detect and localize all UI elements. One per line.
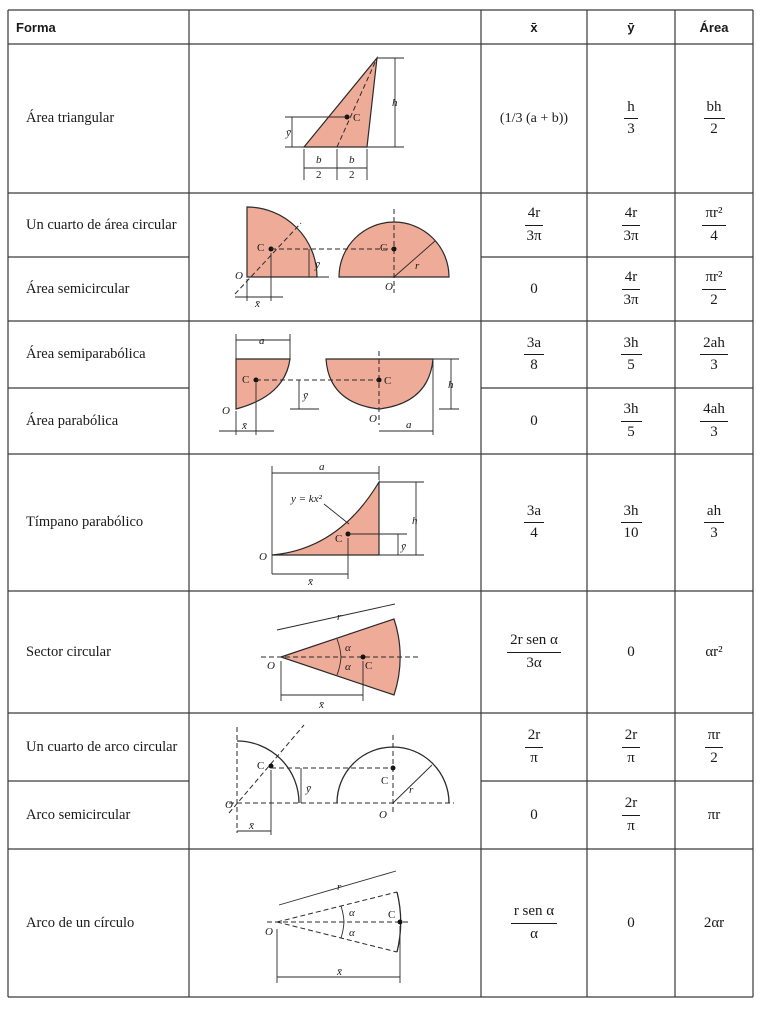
svg-text:O: O <box>385 281 393 293</box>
svg-text:C: C <box>365 660 373 672</box>
value-semicircle-y: $\frac{4r}{3\pi}$ <box>623 269 639 308</box>
value-quarter-circle-area: $\frac{\text{πr²}}{4}$ <box>675 193 753 257</box>
header-figure <box>189 10 481 44</box>
svg-text:O: O <box>225 799 233 811</box>
value-arc-area: 2αr <box>703 914 725 931</box>
value-triangle-area: $\frac{bh}{2}$ <box>675 44 753 193</box>
svg-text:x̄: x̄ <box>319 699 324 711</box>
value-sector-area: αr² <box>705 643 723 660</box>
svg-text:C: C <box>380 242 388 254</box>
value-arc-x: $\frac{\text{r sen α}}{\alpha}$ <box>481 849 587 997</box>
value-arc-y: 0 <box>627 914 635 931</box>
value-sector-x: $\frac{\text{2r sen α}}{3\alpha}$ <box>481 591 587 713</box>
value-triangle-x: (1/3 (a + b)) <box>499 110 569 126</box>
svg-text:x̄: x̄ <box>308 576 313 588</box>
row-name-semicircle: Área semicircular <box>26 280 130 297</box>
svg-text:C: C <box>242 374 250 386</box>
row-name-parabolic: Área parabólica <box>26 412 119 429</box>
svg-text:O: O <box>379 809 387 821</box>
svg-text:r: r <box>409 784 414 796</box>
svg-text:b: b <box>316 154 322 166</box>
svg-text:C: C <box>257 242 265 254</box>
value-semicircle-area: $\frac{\text{πr²}}{2}$ <box>675 257 753 321</box>
figure-circular-sector <box>189 591 481 713</box>
value-quarter-circle-y: $\frac{4r}{3\pi}$ <box>623 205 639 244</box>
svg-text:2: 2 <box>349 169 355 181</box>
figure-quarter-and-semi-circle <box>189 193 481 321</box>
svg-text:x̄: x̄ <box>337 966 342 978</box>
value-parabolic-y: $\frac{3h}{5}$ <box>587 388 675 454</box>
svg-text:C: C <box>257 760 265 772</box>
svg-text:x̄: x̄ <box>255 298 260 310</box>
value-quarter-circle-x: $\frac{4r}{3\pi}$ <box>526 205 542 244</box>
value-semiparabolic-x: $\frac{3a}{8}$ <box>481 321 587 388</box>
svg-text:C: C <box>381 775 389 787</box>
svg-text:C: C <box>335 533 343 545</box>
value-quarter-arc-area: $\frac{\pi r}{2}$ <box>675 713 753 781</box>
svg-text:ȳ: ȳ <box>306 783 311 795</box>
svg-text:r: r <box>337 881 342 893</box>
row-name-semiparabolic: Área semiparabólica <box>26 346 146 362</box>
svg-text:2: 2 <box>316 169 322 181</box>
figure-quarter-and-semi-arc <box>189 713 481 849</box>
header-area: Área <box>699 19 729 35</box>
value-semicircle-x: 0 <box>530 280 538 297</box>
svg-text:C: C <box>388 909 396 921</box>
svg-text:α: α <box>349 907 355 919</box>
row-name-spandrel: Tímpano parabólico <box>26 514 144 530</box>
value-parabolic-x: 0 <box>530 412 538 429</box>
header-ybar: ȳ <box>627 19 635 35</box>
value-semicircular-arc-x: 0 <box>530 806 538 823</box>
figure-triangle <box>189 44 481 193</box>
row-name-sector: Sector circular <box>26 643 111 660</box>
svg-text:O: O <box>265 926 273 938</box>
value-spandrel-area: $\frac{ah}{3}$ <box>675 454 753 591</box>
svg-text:O: O <box>267 660 275 672</box>
value-quarter-arc-y: $\frac{2r}{\pi}$ <box>587 713 675 781</box>
value-quarter-arc-x: $\frac{2r}{\pi}$ <box>481 713 587 781</box>
header-shape: Forma <box>16 19 56 35</box>
svg-text:x̄: x̄ <box>249 820 254 832</box>
svg-text:C: C <box>384 375 392 387</box>
figure-parabolic-spandrel <box>189 454 481 591</box>
figure-semi-and-parabolic <box>189 321 481 454</box>
row-name-arc: Arco de un círculo <box>26 914 135 931</box>
value-triangle-y: $\frac{h}{3}$ <box>587 44 675 193</box>
svg-text:O: O <box>235 270 243 282</box>
svg-text:a: a <box>319 461 325 473</box>
row-name-triangle: Área triangular <box>26 110 115 126</box>
figure-circle-arc <box>189 849 481 997</box>
value-sector-y: 0 <box>627 643 635 660</box>
value-semicircular-arc-area: πr <box>707 806 721 823</box>
svg-text:a: a <box>406 419 412 431</box>
svg-text:r: r <box>337 611 342 623</box>
value-parabolic-area: $\frac{4ah}{3}$ <box>675 388 753 454</box>
svg-text:h: h <box>412 515 418 527</box>
svg-text:ȳ: ȳ <box>303 390 308 402</box>
svg-text:α: α <box>345 642 351 654</box>
row-name-quarter-arc: Un cuarto de arco circular <box>26 738 178 755</box>
value-semiparabolic-y: $\frac{3h}{5}$ <box>587 321 675 388</box>
row-name-semicircular-arc: Arco semicircular <box>26 806 131 823</box>
value-spandrel-y: $\frac{3h}{10}$ <box>587 454 675 591</box>
row-name-quarter-circle: Un cuarto de área circular <box>26 216 177 233</box>
svg-text:h: h <box>392 97 398 109</box>
svg-text:x̄: x̄ <box>242 420 247 432</box>
svg-text:O: O <box>222 405 230 417</box>
svg-text:y = kx²: y = kx² <box>291 493 322 505</box>
svg-text:a: a <box>259 335 265 347</box>
svg-text:ȳ: ȳ <box>401 541 406 553</box>
svg-text:C: C <box>353 112 361 124</box>
svg-text:ȳ: ȳ <box>286 127 291 139</box>
header-xbar: x̄ <box>530 19 538 35</box>
svg-text:b: b <box>349 154 355 166</box>
svg-text:O: O <box>259 551 267 563</box>
value-spandrel-x: $\frac{3a}{4}$ <box>481 454 587 591</box>
svg-text:O: O <box>369 413 377 425</box>
value-semiparabolic-area: $\frac{2ah}{3}$ <box>675 321 753 388</box>
value-semicircular-arc-y: $\frac{2r}{\pi}$ <box>587 781 675 849</box>
svg-text:r: r <box>415 260 420 272</box>
svg-text:h: h <box>448 379 454 391</box>
svg-text:α: α <box>349 927 355 939</box>
svg-text:α: α <box>345 661 351 673</box>
svg-text:ȳ: ȳ <box>315 259 320 271</box>
